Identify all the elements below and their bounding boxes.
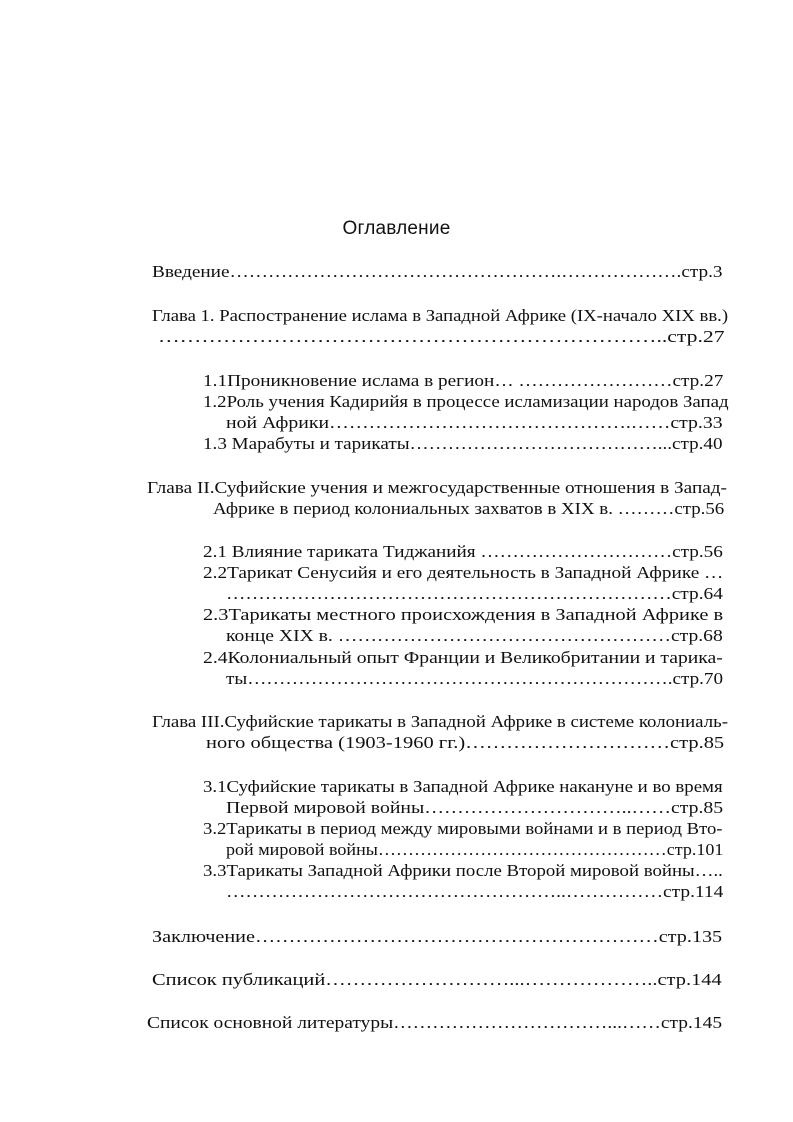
toc-section-1-3: 1.3 Марабуты и тарикаты…………………………………...стр.40 <box>203 434 723 453</box>
toc-section-3-2-line1: 3.2Тарикаты в период между мировыми войнами и в период Вто- <box>203 819 723 838</box>
toc-section-2-4-line1: 2.4Колониальный опыт Франции и Великобритании и тарика- <box>203 648 723 667</box>
toc-conclusion: Заключение……………………………………………………стр.135 <box>152 927 723 946</box>
toc-chapter-3-page: ного общества (1903-1960 гг.)…………………………стр.85 <box>206 733 725 752</box>
toc-section-3-1-line2: Первой мировой войны…………………………..……стр.85 <box>226 798 724 817</box>
toc-section-1-2-line2: ной Африки……………………………………….……стр.33 <box>226 413 723 432</box>
toc-title: Оглавление <box>342 218 451 239</box>
toc-publications: Список публикаций………………………...………………..стр.144 <box>152 970 722 989</box>
toc-section-2-1: 2.1 Влияние тариката Тиджанийя …………………………стр.56 <box>203 542 723 561</box>
toc-chapter-2-page: Африке в период колониальных захватов в XIX в. ………стр.56 <box>213 499 725 518</box>
toc-section-3-2-line2: рой мировой войны…………………………………………стр.101 <box>226 840 724 859</box>
toc-section-1-2-line1: 1.2Роль учения Кадирийя в процессе исламизации народов Запад <box>203 392 729 411</box>
toc-chapter-3-title: Глава III.Суфийские тарикаты в Западной Африке в системе колониаль- <box>152 712 728 731</box>
toc-chapter-2-title: Глава II.Суфийские учения и межгосударственные отношения в Запад- <box>147 478 727 497</box>
toc-section-3-3-line2: ……………………………………………..……………стр.114 <box>226 882 724 901</box>
toc-section-3-1-line1: 3.1Суфийские тарикаты в Западной Африке накануне и во время <box>203 777 723 796</box>
toc-section-2-4-line2: ты………………………………………………………….стр.70 <box>226 669 724 688</box>
toc-section-2-3-line1: 2.3Тарикаты местного происхождения в Западной Африке в <box>203 605 724 624</box>
toc-bibliography: Список основной литературы……………………………...……стр.145 <box>147 1013 723 1032</box>
toc-chapter-1-title: Глава 1. Распостранение ислама в Западной Африке (IX-начало XIX вв.) <box>152 306 729 325</box>
toc-section-2-3-line2: конце XIX в. ……………………………………………стр.68 <box>226 626 723 645</box>
toc-intro: Введение…………………………………………….……………….стр.3 <box>152 262 723 281</box>
toc-section-1-1: 1.1Проникновение ислама в регион… ……………………стр.27 <box>203 371 724 390</box>
toc-section-2-2-line2: ……………………………………………………………стр.64 <box>226 584 723 603</box>
toc-section-3-3-line1: 3.3Тарикаты Западной Африки после Второй мировой войны….. <box>203 861 723 880</box>
toc-chapter-1-page: ……………………………………………………………..стр.27 <box>158 327 725 346</box>
toc-section-2-2-line1: 2.2Тарикат Сенусийя и его деятельность в Западной Африке … <box>203 563 724 582</box>
